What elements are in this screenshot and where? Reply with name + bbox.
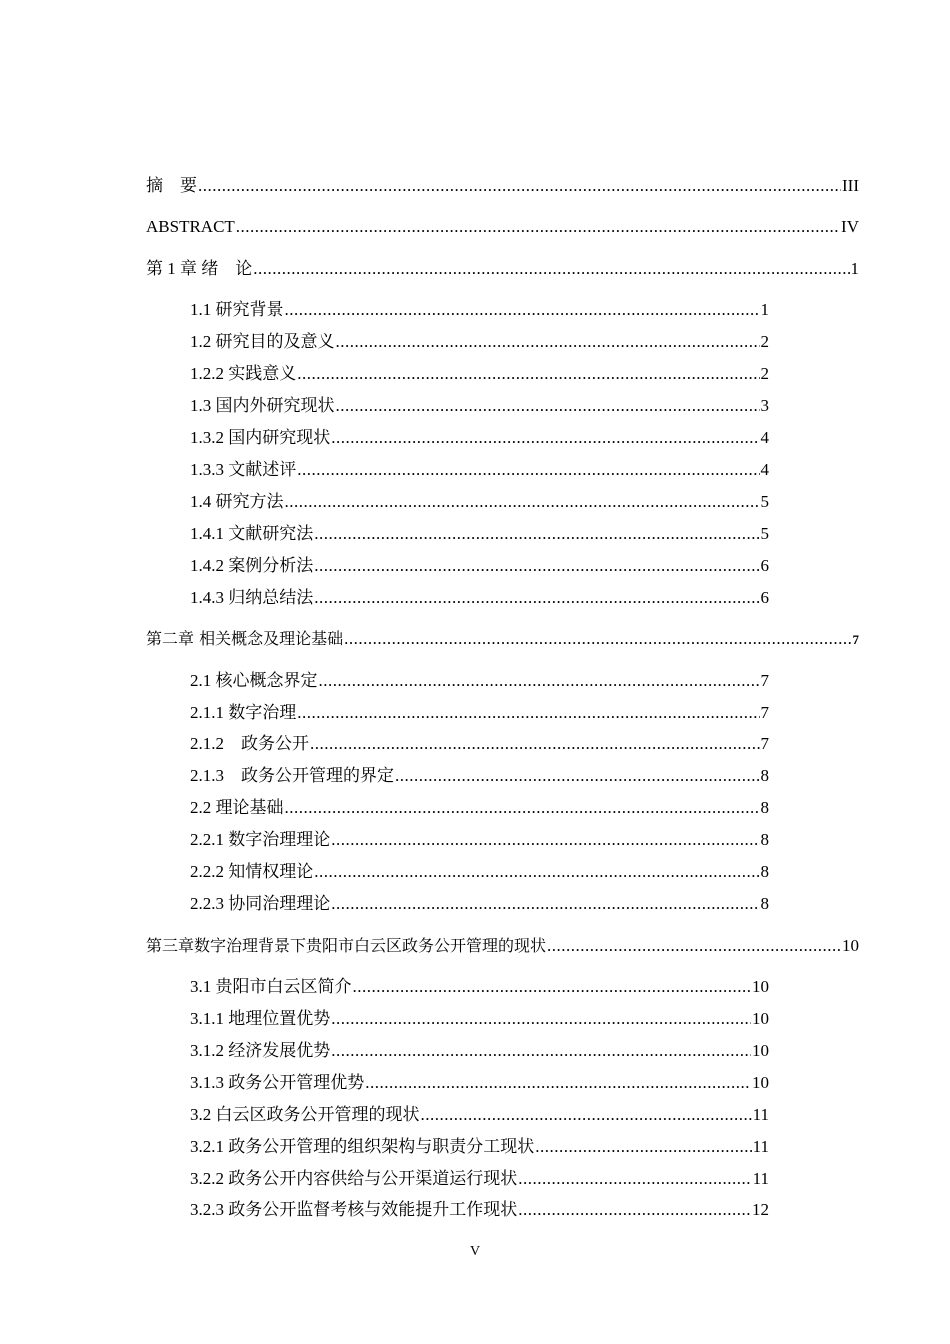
toc-leader-dots — [535, 1137, 751, 1157]
toc-entry[interactable] — [190, 766, 769, 786]
toc-entry[interactable] — [190, 300, 769, 320]
toc-entry-title: 1.2 研究目的及意义 — [190, 332, 335, 351]
page-number: V — [469, 1244, 481, 1259]
toc-entry-title: 2.1.2 政务公开 — [190, 734, 309, 753]
toc-entry[interactable] — [190, 894, 769, 914]
toc-entry-page: 3 — [760, 396, 769, 415]
toc-entry[interactable] — [190, 460, 769, 480]
toc-entry-page: 5 — [760, 492, 769, 511]
toc-entry-page: 12 — [752, 1200, 769, 1219]
toc-leader-dots — [285, 492, 760, 512]
toc-entry-title: 2.2.3 协同治理理论 — [190, 894, 331, 913]
toc-entry-title: 摘 要 — [146, 176, 197, 195]
toc-leader-dots — [331, 894, 759, 914]
toc-entry-page: 8 — [760, 798, 769, 817]
toc-entry-title: 2.2 理论基础 — [190, 798, 284, 817]
toc-entry[interactable] — [190, 556, 769, 576]
toc-entry-title: 1.3 国内外研究现状 — [190, 396, 335, 415]
toc-leader-dots — [285, 300, 760, 320]
toc-entry[interactable] — [190, 1169, 769, 1189]
toc-chapter-3[interactable] — [146, 936, 859, 956]
toc-entry-title: 第 1 章 绪 论 — [146, 259, 253, 278]
toc-entry-title: 1.4.3 归纳总结法 — [190, 588, 314, 607]
toc-entry-title: 3.2 白云区政务公开管理的现状 — [190, 1105, 420, 1124]
toc-leader-dots — [344, 629, 851, 649]
toc-entry[interactable] — [190, 1009, 769, 1029]
toc-leader-dots — [518, 1200, 751, 1220]
toc-entry-title: 1.1 研究背景 — [190, 300, 284, 319]
toc-entry-title: 2.2.2 知情权理论 — [190, 862, 314, 881]
toc-entry[interactable] — [190, 1137, 769, 1157]
toc-leader-dots — [395, 766, 760, 786]
toc-entry-page: 10 — [842, 936, 859, 955]
toc-entry[interactable] — [190, 396, 769, 416]
toc-entry-page: 11 — [752, 1169, 769, 1188]
toc-leader-dots — [353, 977, 752, 997]
toc-entry-page: 7 — [852, 632, 859, 647]
toc-leader-dots — [331, 428, 759, 448]
toc-leader-dots — [253, 259, 849, 279]
toc-leader-dots — [336, 396, 760, 416]
toc-leader-dots — [297, 364, 759, 384]
toc-entry-page: 6 — [760, 588, 769, 607]
toc-entry-title: 第三章数字治理背景下贵阳市白云区政务公开管理的现状 — [146, 936, 547, 955]
toc-entry-title: 2.1.1 数字治理 — [190, 703, 297, 722]
toc-entry-title: 2.1 核心概念界定 — [190, 671, 318, 690]
toc-entry-title: 1.3.2 国内研究现状 — [190, 428, 331, 447]
toc-entry-page: 7 — [760, 703, 769, 722]
toc-entry-page: 8 — [760, 862, 769, 881]
toc-entry[interactable] — [190, 428, 769, 448]
toc-leader-dots — [421, 1105, 752, 1125]
toc-entry[interactable] — [190, 1041, 769, 1061]
toc-leader-dots — [198, 176, 841, 196]
toc-entry-page: 5 — [760, 524, 769, 543]
toc-entry-page: 11 — [752, 1137, 769, 1156]
toc-leader-dots — [314, 524, 759, 544]
toc-leader-dots — [331, 830, 759, 850]
toc-entry-title: 3.1 贵阳市白云区简介 — [190, 977, 352, 996]
toc-leader-dots — [285, 798, 760, 818]
toc-entry-page: 6 — [760, 556, 769, 575]
toc-entry-title: 1.3.3 文献述评 — [190, 460, 297, 479]
toc-entry-page: 11 — [752, 1105, 769, 1124]
toc-leader-dots — [297, 460, 759, 480]
toc-entry-abstract-en[interactable] — [146, 217, 859, 237]
toc-entry[interactable] — [190, 364, 769, 384]
toc-entry-title: 1.4.1 文献研究法 — [190, 524, 314, 543]
toc-entry-page: 4 — [760, 428, 769, 447]
toc-entry-title: 3.1.3 政务公开管理优势 — [190, 1073, 365, 1092]
toc-entry[interactable] — [190, 1105, 769, 1125]
toc-entry-title: 1.4.2 案例分析法 — [190, 556, 314, 575]
toc-entry-page: 10 — [752, 1009, 769, 1028]
toc-entry[interactable] — [190, 1200, 769, 1220]
toc-chapter-2[interactable] — [146, 629, 859, 650]
toc-entry-page: 10 — [752, 977, 769, 996]
toc-entry-title: 3.2.3 政务公开监督考核与效能提升工作现状 — [190, 1200, 518, 1219]
toc-entry-page: III — [842, 176, 859, 195]
toc-entry-title: 2.1.3 政务公开管理的界定 — [190, 766, 394, 785]
toc-entry[interactable] — [190, 1073, 769, 1093]
toc-entry[interactable] — [190, 492, 769, 512]
toc-leader-dots — [331, 1009, 751, 1029]
toc-leader-dots — [314, 588, 759, 608]
toc-leader-dots — [319, 671, 760, 691]
toc-leader-dots — [297, 703, 759, 723]
toc-entry[interactable] — [190, 830, 769, 850]
toc-entry[interactable] — [190, 703, 769, 723]
toc-leader-dots — [365, 1073, 751, 1093]
toc-entry-title: 1.4 研究方法 — [190, 492, 284, 511]
toc-entry[interactable] — [190, 798, 769, 818]
toc-leader-dots — [518, 1169, 751, 1189]
toc-entry-title: 3.1.1 地理位置优势 — [190, 1009, 331, 1028]
toc-leader-dots — [314, 862, 759, 882]
toc-entry-page: IV — [841, 217, 859, 236]
toc-leader-dots — [236, 217, 840, 237]
toc-entry-page: 8 — [760, 894, 769, 913]
toc-leader-dots — [314, 556, 759, 576]
toc-entry-title: 3.2.2 政务公开内容供给与公开渠道运行现状 — [190, 1169, 518, 1188]
toc-leader-dots — [310, 734, 760, 754]
toc-leader-dots — [331, 1041, 751, 1061]
toc-entry-page: 2 — [760, 332, 769, 351]
toc-entry-page: 10 — [752, 1041, 769, 1060]
toc-entry-page: 7 — [760, 734, 769, 753]
toc-entry[interactable] — [190, 862, 769, 882]
toc-entry-page: 4 — [760, 460, 769, 479]
toc-entry-page: 1 — [850, 259, 859, 278]
toc-entry[interactable] — [190, 588, 769, 608]
toc-entry-title: 3.2.1 政务公开管理的组织架构与职责分工现状 — [190, 1137, 535, 1156]
toc-entry-title: 第二章 相关概念及理论基础 — [146, 629, 344, 648]
toc-chapter-1[interactable] — [146, 259, 859, 279]
toc-entry-abstract-cn[interactable] — [146, 176, 859, 196]
toc-entry-title: 2.2.1 数字治理理论 — [190, 830, 331, 849]
toc-entry[interactable] — [190, 734, 769, 754]
toc-entry[interactable] — [190, 332, 769, 352]
toc-leader-dots — [547, 936, 841, 956]
toc-entry[interactable] — [190, 671, 769, 691]
toc-entry-page: 2 — [760, 364, 769, 383]
toc-entry-page: 8 — [760, 830, 769, 849]
toc-entry-title: 3.1.2 经济发展优势 — [190, 1041, 331, 1060]
toc-entry-page: 8 — [760, 766, 769, 785]
toc-entry-page: 7 — [760, 671, 769, 690]
toc-leader-dots — [336, 332, 760, 352]
toc-entry[interactable] — [190, 977, 769, 997]
toc-entry-page: 10 — [752, 1073, 769, 1092]
toc-entry-title: 1.2.2 实践意义 — [190, 364, 297, 383]
toc-entry[interactable] — [190, 524, 769, 544]
toc-entry-title: ABSTRACT — [146, 217, 235, 236]
toc-entry-page: 1 — [760, 300, 769, 319]
